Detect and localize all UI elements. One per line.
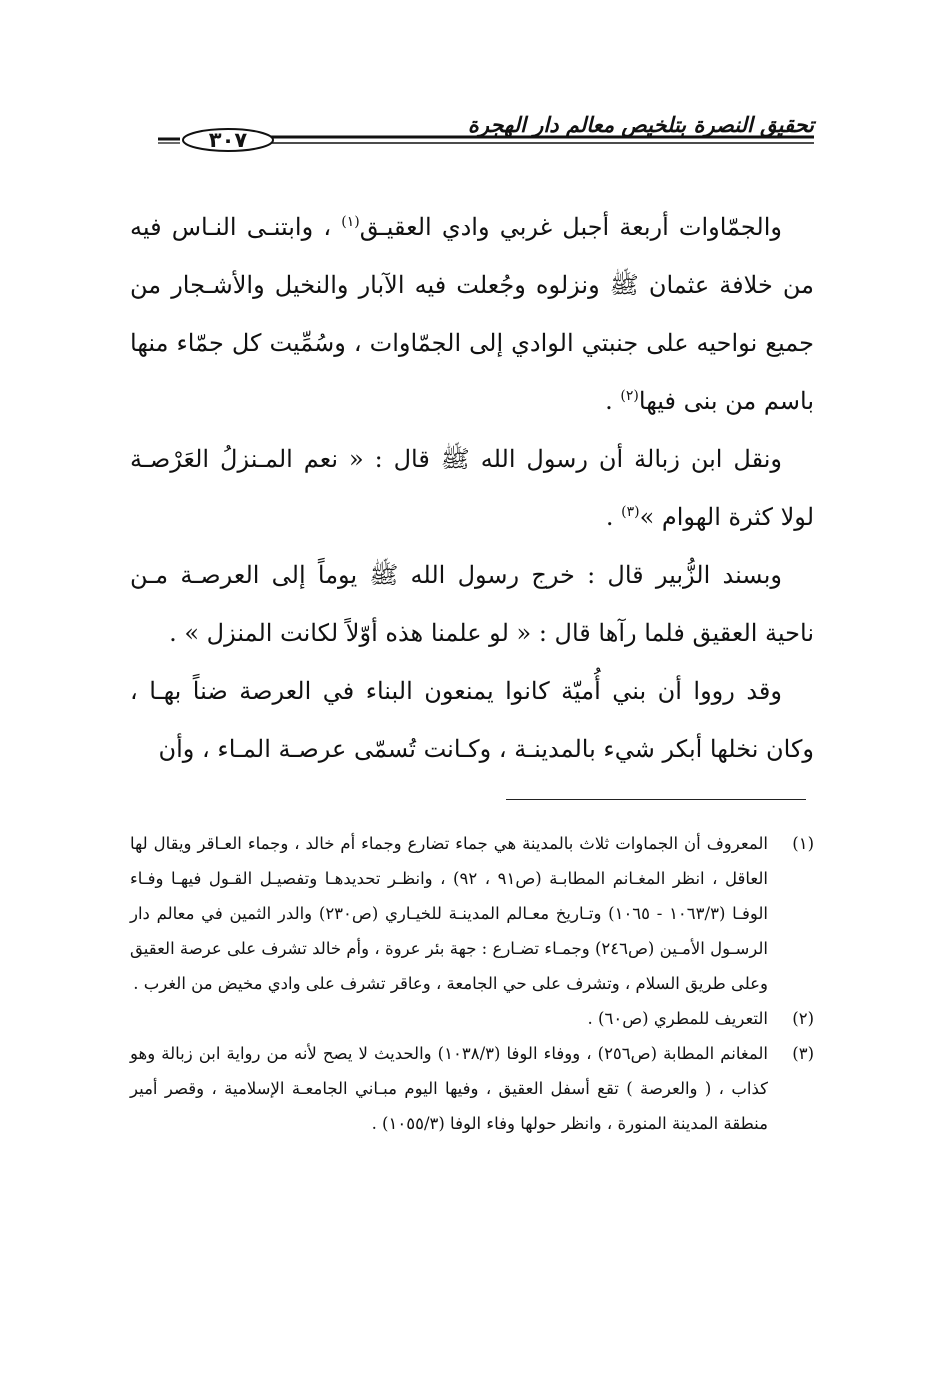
footnote-number: (١) [792,834,814,853]
page-number: ٣٠٧ [208,128,248,152]
text-span: ونقل ابن زبالة أن رسول الله ﷺ قال : « نعم المـنزلُ العَرْصـة لولا كثرة الهوام » [130,445,814,531]
footnote [130,826,814,1001]
footnote-ref: (٢) [620,388,639,404]
footnote-separator [506,799,806,800]
footnote-ref: (١) [341,214,360,230]
footnote-ref: (٣) [621,504,640,520]
footnote [130,1036,814,1141]
main-text [130,198,814,778]
footnote-text: المعروف أن الجماوات ثلاث بالمدينة هي جماء تضارع وجماء أم خالد ، وجماء العـاقر ويقال لها العاقل ، انظر المغـانم المطابـة (ص٩١ ، ٩٢) ، وانظـر تحديدهـا وتفصيـل القـول فيهـا وفـاء الوفـا (١٠٦٣/٣ - ١٠٦٥) وتـاريخ معـالم المدينـة للخيـاري (ص٢٣٠) والدر الثمين في معالم دار الرسـول الأمـين (ص٢٤٦) وجمـاء تضـارع : جهة بئر عروة ، وأم خالد تشرف على عرصة العقيق وعلى طريق السلام ، وتشرف على حي الجامعة ، وعاقر تشرف على وادي مخيض من الغرب . [130,834,769,993]
running-header-title: تحقيق النصرة بتلخيص معالم دار الهجرة [467,112,814,137]
footnotes [130,826,814,1141]
footnote-text: المغانم المطابة (ص٢٥٦) ، ووفاء الوفا (١٠٣٨/٣) والحديث لا يصح لأنه من رواية ابن زبالة وهو كذاب ، ( والعرصة ) تقع أسفل العقيق ، وفيها اليوم مبـاني الجامعـة الإسلامية ، وقصر أمير منطقة المدينة المنورة ، وانظر حولها وفاء الوفا (١٠٥٥/٣) . [130,1044,769,1133]
text-span: . [605,387,621,415]
text-span: والجمّاوات أربعة أجبل غربي وادي العقيـق [359,213,782,241]
paragraph [130,198,814,430]
paragraph [130,430,814,546]
paragraph: وبسند الزُّبير قال : خرج رسول الله ﷺ يوماً إلى العرصـة مـن ناحية العقيق فلما رآها قال : « لو علمنا هذه أوّلاً لكانت المنزل » . [130,561,814,647]
footnote-number: (٢) [792,1009,814,1028]
footnote-number: (٣) [792,1044,814,1063]
text-span: ، وابتنـى النـاس فيه من خلافة عثمان ﷺ ونزلوه وجُعلت فيه الآبار والنخيل والأشـجار من جميع نواحيه على جنبتي الوادي إلى الجمّاوات ، وسُمِّيت كل جمّاء منها باسم من بنى فيها [130,213,814,415]
text-span: . [605,503,622,531]
footnote [130,1001,814,1036]
paragraph: وقد رووا أن بني أُميّة كانوا يمنعون البناء في العرصة ضناً بهـا ، وكان نخلها أبكر شيء بالمدينـة ، وكـانت تُسمّى عرصـة المـاء ، وأن [130,677,814,763]
footnote-text: التعريف للمطري (ص٦٠) . [587,1009,768,1028]
